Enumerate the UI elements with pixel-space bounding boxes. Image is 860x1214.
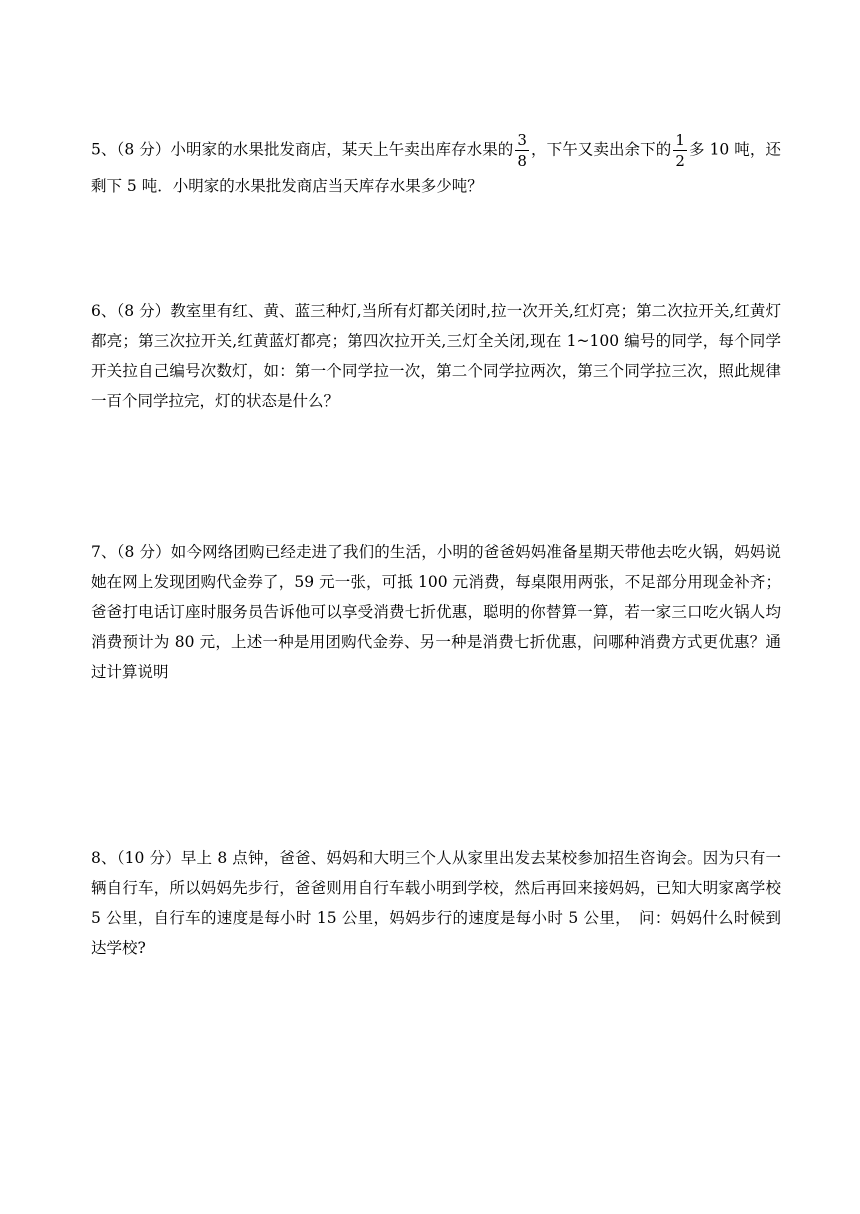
fraction-numerator: 3 <box>517 131 527 149</box>
problem-7-text: 7、（8 分）如今网络团购已经走进了我们的生活，小明的爸爸妈妈准备星期天带他去吃火锅，妈妈说她在网上发现团购代金券了，59 元一张，可抵 100 元消费，每桌限用两张，不足部分用现金补齐；爸爸打电话订座时服务员告诉他可以享受消费七折优惠，聪明的你替算一算，若一家三口吃火锅人均消费预计为 80 元，上述一种是用团购代金券、另一种是消费七折优惠，问哪种消费方式更优惠？通过计算说明 <box>91 543 781 681</box>
problem-7 <box>91 537 781 687</box>
fraction-denominator: 2 <box>675 152 685 170</box>
problem-8-text: 8、（10 分）早上 8 点钟，爸爸、妈妈和大明三个人从家里出发去某校参加招生咨询会。因为只有一辆自行车，所以妈妈先步行，爸爸则用自行车载小明到学校，然后再回来接妈妈，已知大明家离学校 5 公里，自行车的速度是每小时 15 公里，妈妈步行的速度是每小时 5 公里， 问：妈妈什么时候到达学校? <box>91 849 781 957</box>
problem-6 <box>91 296 781 416</box>
problem-6-text: 6、（8 分）教室里有红、黄、蓝三种灯,当所有灯都关闭时,拉一次开关,红灯亮；第二次拉开关,红黄灯都亮；第三次拉开关,红黄蓝灯都亮；第四次拉开关,三灯全关闭,现在 1~100 编号的同学，每个同学开关拉自己编号次数灯，如：第一个同学拉一次，第二个同学拉两次，第三个同学拉三次，照此规律一百个同学拉完，灯的状态是什么？ <box>91 302 781 410</box>
problem-5-text-part1: 5、（8 分）小明家的水果批发商店，某天上午卖出库存水果的 <box>91 140 514 159</box>
problem-5 <box>91 130 781 201</box>
problem-8 <box>91 843 781 963</box>
fraction-three-eighths <box>515 130 529 171</box>
problem-5-text-part3: 多 10 吨，还剩下 5 吨．小明家的水果批发商店当天库存水果多少吨？ <box>91 140 781 195</box>
problem-5-text-part2: ，下午又卖出余下的 <box>530 140 672 159</box>
fraction-one-half <box>673 130 687 171</box>
fraction-denominator: 8 <box>517 152 527 170</box>
fraction-numerator: 1 <box>675 131 685 149</box>
